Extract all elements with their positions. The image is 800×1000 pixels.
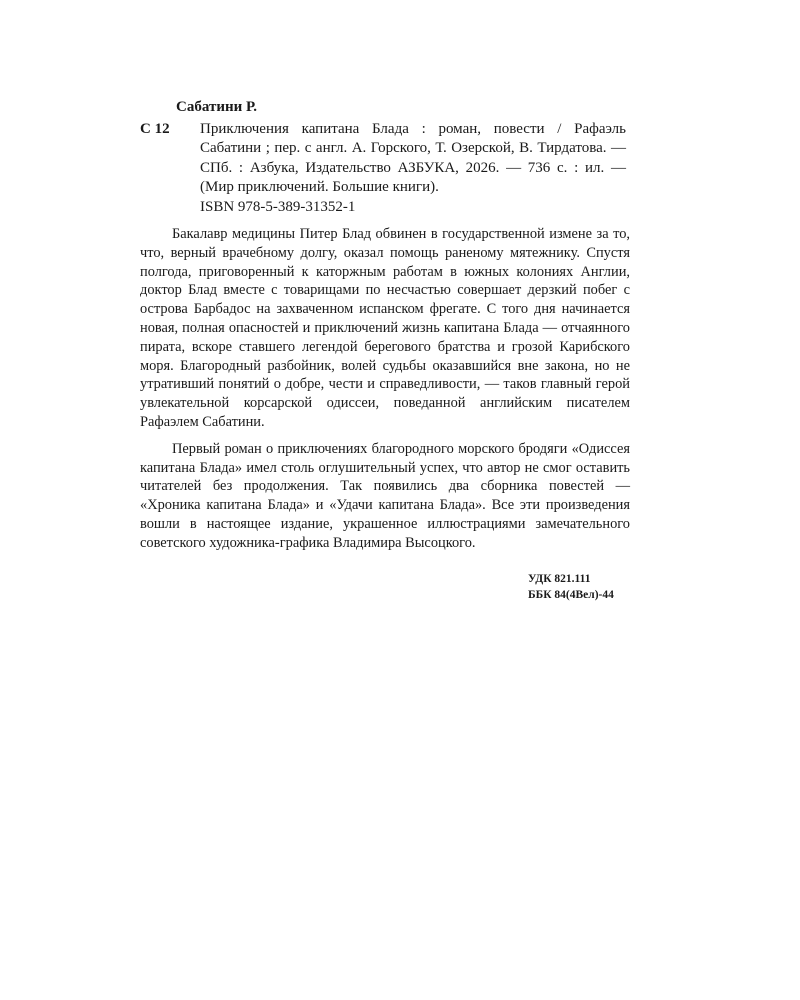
author-heading: Сабатини Р. bbox=[176, 99, 258, 115]
catalog-card bbox=[140, 98, 630, 603]
annotation bbox=[140, 225, 630, 553]
annotation-paragraph-1: Бакалавр медицины Питер Блад обвинен в государственной измене за то, что, верный врачебному долгу, оказал помощь раненому мятежнику. Спустя полгода, приговоренный к каторжным работам в южных колониях Англии, доктор Блад вместе с товарищами по несчастью совершает дерзкий побег с острова Барбадос на захваченном испанском фрегате. С того дня начинается новая, полная опасностей и приключений жизнь капитана Блада — отчаянного пирата, вскоре ставшего легендой берегового братства и грозой Карибского моря. Благородный разбойник, волей судьбы оказавшийся вне закона, но не утративший понятий о добре, чести и справедливости, — таков главный герой увлекательной корсарской одиссеи, поведанной английским писателем Рафаэлем Сабатини. bbox=[140, 226, 630, 430]
annotation-paragraph-2: Первый роман о приключениях благородного морского бродяги «Одиссея капитана Блада» имел столь оглушительный успех, что автор не смог оставить читателей без продолжения. Так появились два сборника повестей — «Хроника капитана Блада» и «Удачи капитана Блада». Все эти произведения вошли в настоящее издание, украшенное иллюстрациями замечательного советского художника-графика Владимира Высоцкого. bbox=[140, 440, 630, 551]
bbk-code: ББК 84(4Вел)-44 bbox=[528, 588, 614, 601]
bibliographic-entry bbox=[140, 120, 630, 198]
classification-codes bbox=[528, 571, 630, 603]
isbn: ISBN 978-5-389-31352-1 bbox=[200, 198, 356, 215]
author-cipher: С 12 bbox=[140, 120, 170, 137]
udk-code: УДК 821.111 bbox=[528, 572, 591, 585]
title-statement: Приключения капитана Блада : роман, повести / Рафаэль Сабатини ; пер. с англ. А. Горского, Т. Озерской, В. Тирдатова. — СПб. : Азбука, Издательство АЗБУКА, 2026. — 736 с. : ил. — (Мир приключений. Большие книги). bbox=[200, 120, 626, 195]
